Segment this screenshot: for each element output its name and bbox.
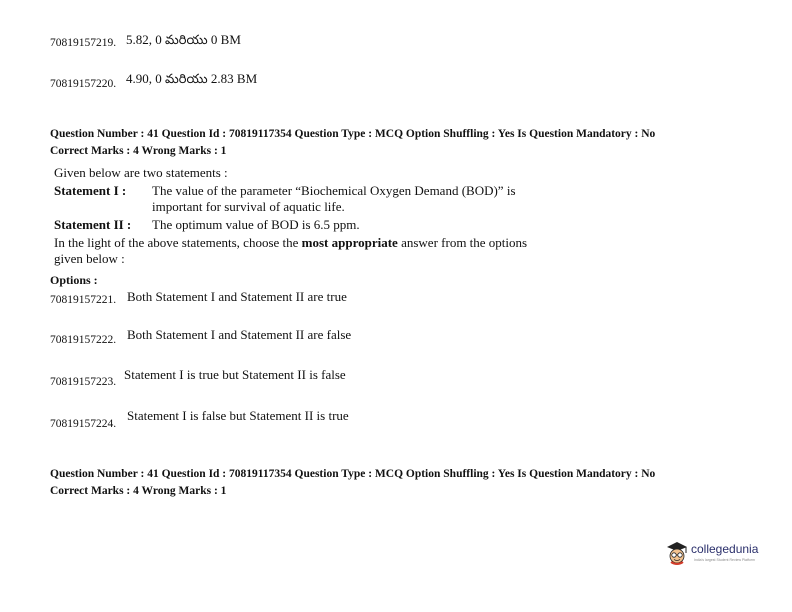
statement-1-label: Statement I :: [54, 183, 127, 198]
option-text: Statement I is false but Statement II is true: [127, 408, 349, 423]
graduate-mascot-icon: [664, 540, 690, 566]
statement-2-text: The optimum value of BOD is 6.5 ppm.: [152, 217, 360, 232]
option-text: Statement I is true but Statement II is false: [124, 367, 346, 382]
options-label: Options :: [50, 273, 98, 287]
next-question-marks: Correct Marks : 4 Wrong Marks : 1: [50, 485, 227, 497]
option-text: 5.82, 0 మరియు 0 BM: [126, 32, 241, 47]
question-intro: Given below are two statements :: [54, 165, 228, 180]
option-text: 4.90, 0 మరియు 2.83 BM: [126, 71, 258, 86]
option-text: Both Statement I and Statement II are false: [127, 327, 352, 342]
logo-tagline: India's largest Student Review Platform: [694, 558, 755, 562]
option-id: 70819157221.: [50, 294, 117, 306]
collegedunia-logo: [664, 540, 764, 568]
closing-emphasis: most appropriate: [301, 235, 398, 250]
closing-pre: In the light of the above statements, choose the: [54, 235, 302, 250]
question-closing: [54, 235, 527, 251]
logo-wordmark: collegedunia: [691, 542, 759, 556]
statement-1-text-cont: important for survival of aquatic life.: [152, 199, 345, 214]
question-meta: Question Number : 41 Question Id : 70819117354 Question Type : MCQ Option Shuffling : Yes Is Question Mandatory : No: [50, 128, 656, 140]
next-question-meta: Question Number : 41 Question Id : 70819117354 Question Type : MCQ Option Shuffling : Yes Is Question Mandatory : No: [50, 468, 656, 480]
option-id: 70819157219.: [50, 37, 117, 49]
closing-post: answer from the options: [397, 235, 528, 250]
option-text: Both Statement I and Statement II are true: [127, 289, 347, 304]
option-id: 70819157220.: [50, 78, 117, 90]
question-marks: Correct Marks : 4 Wrong Marks : 1: [50, 145, 227, 157]
statement-1-text: The value of the parameter “Biochemical Oxygen Demand (BOD)” is: [152, 183, 516, 198]
question-closing-cont: given below :: [54, 251, 125, 266]
option-id: 70819157224.: [50, 418, 117, 430]
option-id: 70819157222.: [50, 334, 117, 346]
statement-2-label: Statement II :: [54, 217, 132, 232]
option-id: 70819157223.: [50, 376, 117, 388]
